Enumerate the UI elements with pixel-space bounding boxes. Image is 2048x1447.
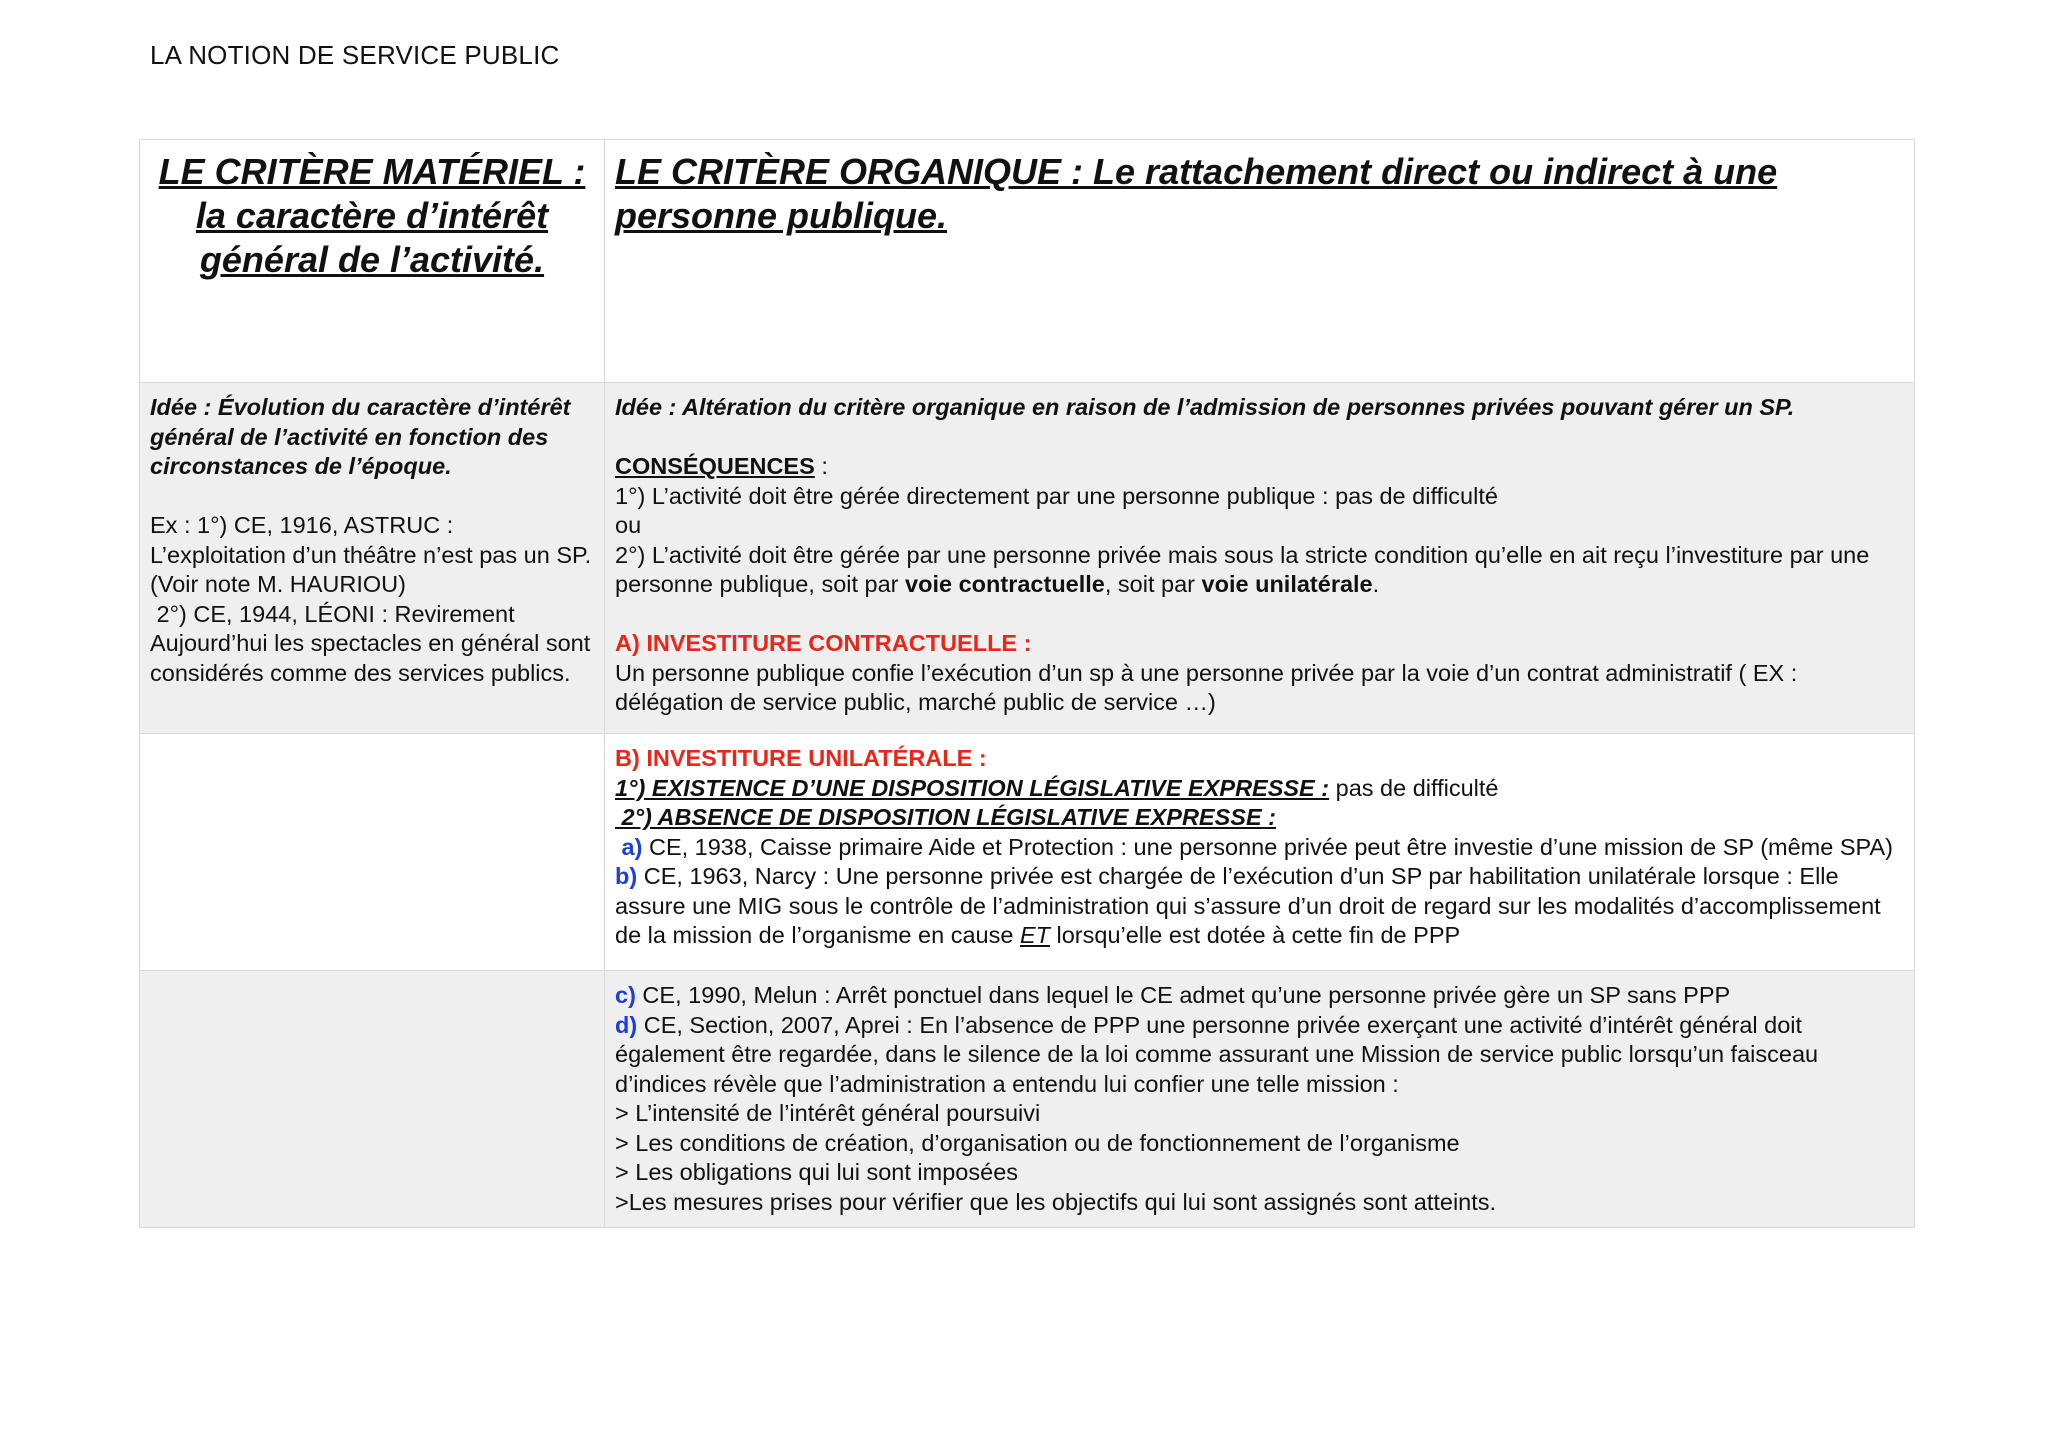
empty-cell bbox=[140, 971, 605, 1228]
material-idea-cell bbox=[140, 383, 605, 734]
table-row bbox=[140, 971, 1915, 1228]
organic-criterion-header-cell bbox=[605, 140, 1915, 383]
organic-idea: Idée : Altération du critère organique en raison de l’admission de personnes privées pouvant gérer un SP. bbox=[615, 394, 1795, 420]
unilateral-investiture-title: B) INVESTITURE UNILATÉRALE : bbox=[615, 745, 987, 771]
indice-item: >Les mesures prises pour vérifier que les objectifs qui lui sont assignés sont atteints. bbox=[615, 1188, 1497, 1215]
case-law-cell bbox=[605, 971, 1915, 1228]
unilateral-cell bbox=[605, 734, 1915, 971]
page-title: LA NOTION DE SERVICE PUBLIC bbox=[150, 40, 560, 70]
example-leoni: 2°) CE, 1944, LÉONI : Revirement Aujourd’hui les spectacles en général sont considérés comme des services publics. bbox=[150, 600, 597, 686]
consequences-heading: CONSÉQUENCES : bbox=[615, 453, 828, 479]
table-row bbox=[140, 734, 1915, 971]
empty-cell bbox=[140, 734, 605, 971]
material-criterion-title: LE CRITÈRE MATÉRIEL : la caractère d’intérêt général de l’activité. bbox=[158, 151, 586, 280]
indice-item: > Les obligations qui lui sont imposées bbox=[615, 1159, 1019, 1185]
express-disposition-line: 1°) EXISTENCE D’UNE DISPOSITION LÉGISLATIVE EXPRESSE : pas de difficulté bbox=[615, 774, 1499, 801]
consequence-2: 2°) L’activité doit être gérée par une personne privée mais sous la stricte condition qu’elle en ait reçu l’investiture par une personne publique, soit par voie contractuelle, soit par voie unilatérale. bbox=[615, 541, 1870, 597]
absence-disposition-line: 2°) ABSENCE DE DISPOSITION LÉGISLATIVE EXPRESSE : bbox=[615, 804, 1276, 830]
organic-idea-cell bbox=[605, 383, 1915, 734]
table-row bbox=[140, 383, 1915, 734]
criteria-table bbox=[139, 139, 1915, 1228]
consequence-or: ou bbox=[615, 512, 642, 538]
example-astruc: Ex : 1°) CE, 1916, ASTRUC : L’exploitation d’un théâtre n’est pas un SP.(Voir note M. HAURIOU) bbox=[150, 512, 592, 597]
indice-item: > L’intensité de l’intérêt général poursuivi bbox=[615, 1100, 1041, 1126]
material-criterion-header-cell bbox=[140, 140, 605, 383]
indice-item: > Les conditions de création, d’organisation ou de fonctionnement de l’organisme bbox=[615, 1129, 1460, 1156]
case-law-d: d) CE, Section, 2007, Aprei : En l’absence de PPP une personne privée exerçant une activité d’intérêt général doit également être regardée, dans le silence de la loi comme assurant une Mission de service public lorsqu’un faisceau d’indices révèle que l’administration a entendu lui confier une telle mission : bbox=[615, 1011, 1819, 1097]
table-row bbox=[140, 140, 1915, 383]
case-law-c: c) CE, 1990, Melun : Arrêt ponctuel dans lequel le CE admet qu’une personne privée gère un SP sans PPP bbox=[615, 982, 1731, 1008]
material-idea: Idée : Évolution du caractère d’intérêt général de l’activité en fonction des circonstances de l’époque. bbox=[150, 394, 571, 479]
contractual-investiture-title: A) INVESTITURE CONTRACTUELLE : bbox=[615, 630, 1032, 656]
organic-criterion-title: LE CRITÈRE ORGANIQUE : Le rattachement direct ou indirect à une personne publique. bbox=[615, 151, 1778, 236]
contractual-investiture-text: Un personne publique confie l’exécution d’un sp à une personne privée par la voie d’un contrat administratif ( EX : délégation de service public, marché public de service …) bbox=[615, 659, 1798, 715]
case-law-a-b: a) CE, 1938, Caisse primaire Aide et Protection : une personne privée peut être investie d’une mission de SP (même SPA) b) CE, 1963, Narcy : Une personne privée est chargée de l’exécution d’un SP par habilitation unilatérale lorsque : Elle assure une MIG sous le contrôle de l’administration qui s’assure d’un droit de regard sur les modalités d’accomplissement de la mission de l’organisme en cause ET lorsqu’elle est dotée à cette fin de PPP bbox=[615, 833, 1900, 948]
consequence-1: 1°) L’activité doit être gérée directement par une personne publique : pas de difficulté bbox=[615, 482, 1498, 509]
